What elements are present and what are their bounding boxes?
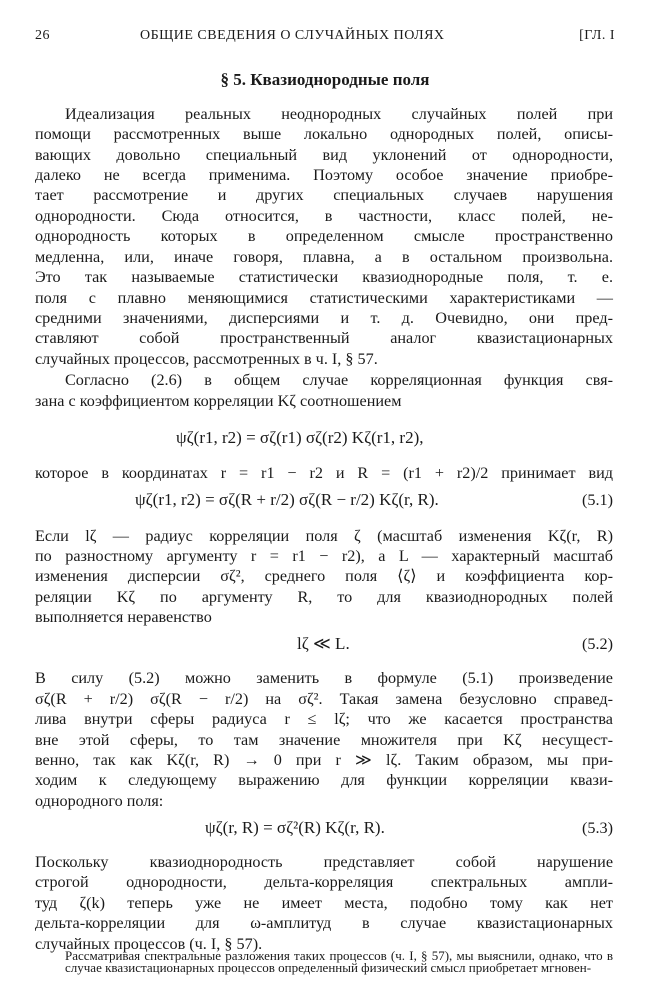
formula-5-1: ψζ(r1, r2) = σζ(R + r/2) σζ(R − r/2) Kζ(r, R). — [135, 490, 439, 509]
text-line: ставляют собой пространственный аналог квазистационарных — [35, 329, 613, 347]
text-line: однородного поля: — [35, 792, 164, 810]
text-line: σζ(R + r/2) σζ(R − r/2) на σζ². Такая замена безусловно справед- — [35, 690, 613, 708]
text-line: ходим к следующему выражению для функции корреляции квази- — [35, 771, 613, 789]
equation-number-5-3: (5.3) — [581, 819, 613, 837]
running-title: ОБЩИЕ СВЕДЕНИЯ О СЛУЧАЙНЫХ ПОЛЯХ — [140, 28, 445, 43]
running-header — [35, 28, 615, 48]
text-line: случайных процессов (ч. I, § 57). — [35, 935, 263, 953]
text-line: зана с коэффициентом корреляции Kζ соотношением — [35, 392, 402, 410]
text-line: венно, так как Kζ(r, R) → 0 при r ≫ lζ. Таким образом, мы при- — [35, 751, 613, 769]
text-line: медленна, или, иначе говоря, плавна, а в остальном произвольна. — [35, 248, 613, 266]
text-line: по разностному аргументу r = r1 − r2), а L — характерный масштаб — [35, 547, 613, 565]
section-title: § 5. Квазиоднородные поля — [220, 70, 430, 89]
text-line: средними значениями, дисперсиями и т. д. Очевидно, они пред- — [35, 309, 613, 327]
text-line: однородность которых в определенном смысле пространственно — [35, 227, 613, 245]
text-line: случайных процессов, рассмотренных в ч. I, § 57. — [35, 350, 378, 368]
chapter-label: [ГЛ. I — [579, 28, 615, 43]
text-line: тает рассмотрение и других специальных случаев нарушения — [35, 186, 613, 204]
text-line: вающих довольно специальный вид уклонений от однородности, — [35, 146, 613, 164]
text-line: выполняется неравенство — [35, 608, 212, 626]
text-line: Согласно (2.6) в общем случае корреляционная функция свя- — [65, 371, 613, 389]
text-line: однородности. Сюда относится, в частности, класс полей, не- — [35, 207, 613, 225]
text-line: Поскольку квазиоднородность представляет собой нарушение — [35, 853, 613, 871]
text-line: помощи рассмотренных выше локально однородных полей, описы- — [35, 125, 613, 143]
text-line: туд ζ(k) теперь уже не имеет места, подобно тому как нет — [35, 894, 613, 912]
text-line: далеко не всегда применима. Поэтому особое значение приобре- — [35, 166, 613, 184]
text-line: которое в координатах r = r1 − r2 и R = (r1 + r2)/2 принимает вид — [35, 464, 613, 482]
page-number: 26 — [35, 28, 50, 43]
formula-5-2: lζ ≪ L. — [297, 634, 350, 653]
equation-number-5-2: (5.2) — [581, 635, 613, 653]
text-line: изменения дисперсии σζ², среднего поля ⟨ζ⟩ и коэффициента кор- — [35, 567, 613, 585]
text-line: В силу (5.2) можно заменить в формуле (5.1) произведение — [35, 669, 613, 687]
text-line: лива внутри сферы радиуса r ≤ lζ; что же касается пространства — [35, 710, 613, 728]
equation-number-5-1: (5.1) — [581, 491, 613, 509]
text-line: дельта-корреляции для ω-амплитуд в случае квазистационарных — [35, 914, 613, 932]
text-line: Если lζ — радиус корреляции поля ζ (масштаб изменения Kζ(r, R) — [35, 527, 613, 545]
text-line: Это так называемые статистически квазиоднородные поля, т. е. — [35, 268, 613, 286]
text-line: Рассматривая спектральные разложения таких процессов (ч. I, § 57), мы выяснили, однако, что в случае квазистационарных процессов определенный физический смысл приобретает мгновен- — [65, 950, 613, 975]
text-line: поля с плавно меняющимися статистическими характеристиками — — [35, 289, 613, 307]
text-line: Идеализация реальных неоднородных случайных полей при — [65, 105, 613, 123]
text-line: реляции Kζ по аргументу R, то для квазиоднородных полей — [35, 588, 613, 606]
formula-correlation-function: ψζ(r1, r2) = σζ(r1) σζ(r2) Kζ(r1, r2), — [176, 428, 424, 447]
formula-5-3: ψζ(r, R) = σζ²(R) Kζ(r, R). — [205, 818, 385, 837]
text-line: строгой однородности, дельта-корреляция спектральных ампли- — [35, 873, 613, 891]
text-line: вне этой сферы, то там значение множителя при Kζ несущест- — [35, 731, 613, 749]
